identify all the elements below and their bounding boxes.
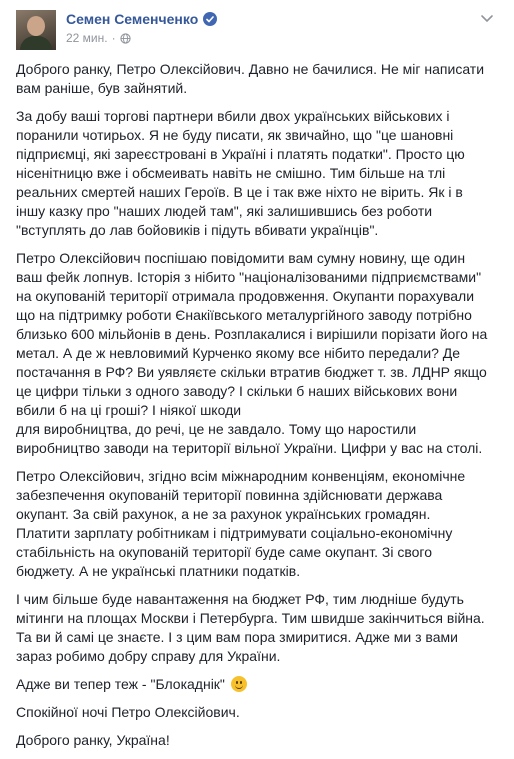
chevron-down-icon[interactable]: [480, 14, 494, 24]
post-meta: [66, 31, 131, 45]
author-name-row: [66, 11, 217, 27]
avatar-head: [27, 16, 45, 36]
smile-emoji-icon: [231, 676, 247, 692]
post-paragraph-4: Петро Олексійович, згідно всім міжнародним конвенціям, економічне забезпечення окупованій території повинна здійснювати держава окупант. За свій рахунок, а не за рахунок українських громадян. Платити зарплату робітникам і підтримувати соціально-економічну стабільність на окупованій території буде саме окупант. Зі свого бюджету. А не українські платники податків.: [16, 468, 466, 579]
post-paragraph-7: Спокійної ночі Петро Олексійович.: [16, 704, 240, 720]
post-paragraph-8: Доброго ранку, Україна!: [16, 732, 170, 748]
post-timestamp[interactable]: 22 мин.: [66, 31, 108, 45]
post-paragraph-5: І чим більше буде навантаження на бюджет РФ, тим людніше будуть мітинги на площах Москви і Петербурга. Тим швидше закінчиться війна. Та ви й самі це знаєте. І з цим вам пора змиритися. Адже ми з вами зараз робимо добру справу для України.: [16, 591, 485, 664]
blockade-line: Адже ви тепер теж - "Блокаднік": [16, 676, 225, 692]
post-paragraph-2: За добу ваші торгові партнери вбили двох українських військових і поранили чотирьох. Я не буду писати, як звичайно, що "це шановні підприємці, які зареєстровані в Україні і платять податки". Просто цю нісенітницю вже і обсмеивать навіть не смішно. Тим більше на тлі реальних смертей наших Героїв. В це і так вже ніхто не вірить. Як і в іншу казку про "наших людей там", які залишившись без роботи "вступлять до лав бойовиків і підуть вбивати українців".: [16, 108, 465, 238]
meta-separator: ·: [111, 31, 116, 45]
post-paragraph-3: Петро Олексійович поспішаю повідомити вам сумну новину, ще один ваш фейк лопнув. Історія з нібито "націоналізованими підприємствами" на окупованій території отримала продовження. Окупанти порахували що на підтримку роботи Єнакіївського металургійного заводу потрібно близько 600 мільйонів в день. Розплакалися і вирішили порізати його на метал. А де ж невловимий Курченко якому все нібито передали? Де постачання в РФ? Ви уявляєте скільки втратив бюджет т. зв. ЛДНР якщо це цифри тільки з одного заводу? І скільки б наших військових вони вбили б на ці гроші? І ніякої шкоди для виробництва, до речі, це не завдало. Тому що наростили виробництво заводи на території вільної України. Цифри у вас на столі.: [16, 250, 488, 456]
author-avatar[interactable]: [16, 10, 56, 50]
globe-icon[interactable]: [120, 33, 131, 44]
post-header: [16, 10, 498, 50]
avatar-body: [20, 36, 52, 50]
post-paragraph-1: Доброго ранку, Петро Олексійович. Давно не бачилися. Не міг написати вам раніше, був зайнятий.: [16, 61, 485, 96]
post-paragraph-6: [16, 675, 494, 694]
author-name[interactable]: Семен Семенченко: [66, 11, 199, 27]
verified-check-icon: [203, 12, 217, 26]
post-body: [16, 60, 494, 759]
